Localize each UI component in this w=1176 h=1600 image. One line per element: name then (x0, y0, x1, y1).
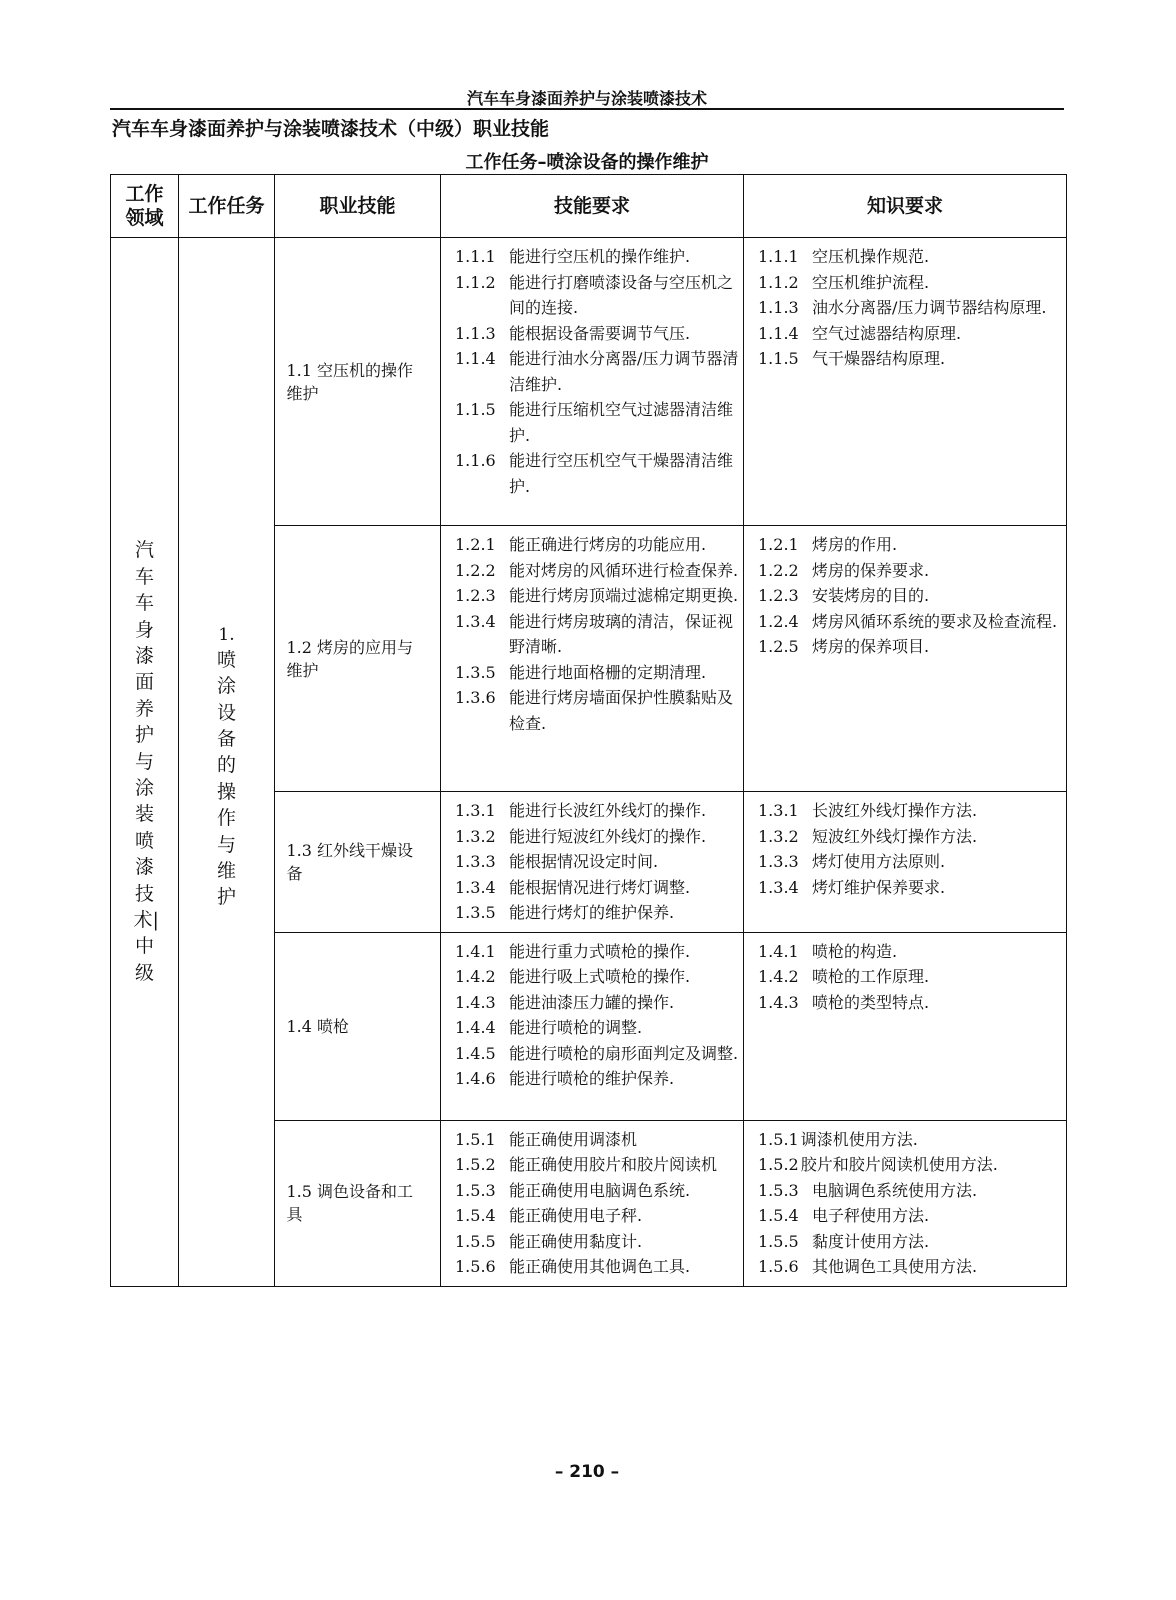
item-number: 1.3.5 (455, 903, 496, 922)
list-item (758, 964, 1062, 990)
item-number: 1.1.5 (455, 400, 496, 419)
header-knowledge-requirements: 知识要求 (744, 175, 1067, 238)
item-number: 1.5.2 (758, 1155, 799, 1174)
item-number: 1.5.6 (758, 1257, 799, 1276)
item-text: 能正确进行烤房的功能应用. (509, 535, 707, 554)
item-number: 1.5.2 (455, 1155, 496, 1174)
list-item (758, 532, 1062, 558)
list-item (455, 685, 739, 736)
item-number: 1.2.1 (758, 535, 799, 554)
skill-label: 1.2 烤房的应用与维护 (286, 637, 414, 680)
item-number: 1.1.3 (758, 298, 799, 317)
list-item (758, 824, 1062, 850)
list-item (455, 244, 739, 270)
item-number: 1.3.1 (455, 801, 496, 820)
item-text: 能进行烤灯的维护保养. (509, 903, 675, 922)
item-text: 能进行烤房墙面保护性膜黏贴及检查. (509, 688, 734, 733)
item-number: 1.5.3 (758, 1180, 799, 1200)
list-item (758, 1178, 1062, 1204)
item-text: 能正确使用调漆机 (509, 1129, 638, 1149)
item-text: 能进行喷枪的扇形面判定及调整. (509, 1043, 739, 1063)
item-number: 1.2.1 (455, 535, 496, 554)
item-number: 1.5.1 (455, 1129, 496, 1149)
skill-requirements-cell (441, 238, 744, 526)
item-text: 烤房风循环系统的要求及检查流程. (812, 611, 1058, 631)
task-number: 1. (218, 624, 235, 645)
item-number: 1.2.2 (758, 560, 799, 580)
list-item (758, 558, 1062, 584)
item-number: 1.4.3 (455, 992, 496, 1012)
item-number: 1.3.4 (758, 877, 799, 897)
list-item (758, 875, 1062, 901)
item-text: 能根据情况进行烤灯调整. (509, 877, 691, 897)
list-item (758, 244, 1062, 270)
item-number: 1.3.3 (455, 852, 496, 871)
item-number: 1.4.2 (758, 967, 799, 986)
work-area-text: 汽车车身漆面养护与涂装喷漆技术|中级 (133, 539, 159, 984)
knowledge-requirements-cell (744, 238, 1067, 526)
item-number: 1.1.6 (455, 451, 496, 470)
item-text: 能进行喷枪的维护保养. (509, 1069, 675, 1088)
list-item (455, 532, 739, 558)
item-text: 气干燥器结构原理. (812, 349, 946, 368)
item-number: 1.3.1 (758, 801, 799, 820)
list-item (455, 1254, 739, 1280)
skill-cell (275, 526, 441, 792)
item-number: 1.5.4 (455, 1206, 496, 1225)
skill-cell (275, 792, 441, 933)
list-item (758, 295, 1062, 321)
item-number: 1.2.2 (455, 560, 496, 580)
list-item (758, 798, 1062, 824)
item-text: 烤房的作用. (812, 535, 898, 554)
item-text: 胶片和胶片阅读机使用方法. (800, 1155, 998, 1174)
list-item (455, 1152, 739, 1178)
list-item (455, 660, 739, 686)
table-caption: 工作任务–喷涂设备的操作维护 (465, 152, 709, 173)
item-number: 1.1.3 (455, 323, 496, 343)
list-item (455, 609, 739, 660)
list-item (455, 849, 739, 875)
item-text: 能进行重力式喷枪的操作. (509, 941, 691, 961)
item-text: 能进行油水分离器/压力调节器清洁维护. (509, 349, 739, 394)
item-text: 能进行吸上式喷枪的操作. (509, 967, 691, 986)
item-number: 1.4.4 (455, 1018, 496, 1037)
list-item (758, 939, 1062, 965)
item-text: 能正确使用黏度计. (509, 1231, 643, 1251)
item-text: 能正确使用胶片和胶片阅读机 (509, 1155, 718, 1174)
skill-label: 1.5 调色设备和工具 (286, 1182, 414, 1224)
item-text: 电脑调色系统使用方法. (812, 1180, 978, 1200)
item-text: 能对烤房的风循环进行检查保养. (509, 560, 739, 580)
item-text: 长波红外线灯操作方法. (812, 801, 978, 820)
item-text: 空气过滤器结构原理. (812, 323, 962, 343)
list-item (455, 1041, 739, 1067)
item-number: 1.3.3 (758, 852, 799, 871)
list-item (758, 1229, 1062, 1255)
item-number: 1.5.6 (455, 1257, 496, 1276)
header-area: 工作领域 (111, 175, 179, 238)
list-item (455, 1229, 739, 1255)
list-item (758, 1203, 1062, 1229)
item-text: 烤房的保养要求. (812, 560, 930, 580)
item-number: 1.3.2 (758, 826, 799, 846)
skill-requirements-cell (441, 932, 744, 1120)
skills-table (110, 174, 1067, 1287)
item-text: 油水分离器/压力调节器结构原理. (812, 298, 1047, 317)
item-text: 能进行喷枪的调整. (509, 1018, 643, 1037)
item-number: 1.3.2 (455, 826, 496, 846)
item-text: 电子秤使用方法. (812, 1206, 930, 1225)
item-number: 1.4.5 (455, 1043, 496, 1063)
item-text: 能进行打磨喷漆设备与空压机之间的连接. (509, 272, 734, 317)
list-item (455, 875, 739, 901)
item-number: 1.5.4 (758, 1206, 799, 1225)
item-text: 调漆机使用方法. (800, 1129, 918, 1149)
list-item (758, 849, 1062, 875)
item-number: 1.5.1 (758, 1129, 799, 1149)
header-task: 工作任务 (179, 175, 275, 238)
skill-label: 1.4 喷枪 (286, 1016, 350, 1036)
skill-label: 1.1 空压机的操作维护 (286, 360, 414, 403)
item-number: 1.1.1 (758, 247, 799, 266)
list-item (758, 990, 1062, 1016)
item-text: 能正确使用其他调色工具. (509, 1257, 691, 1276)
item-number: 1.2.3 (455, 586, 496, 605)
list-item (455, 558, 739, 584)
skill-cell (275, 932, 441, 1120)
item-text: 烤灯使用方法原则. (812, 852, 946, 871)
item-number: 1.2.3 (758, 586, 799, 605)
header-rule (110, 108, 1064, 110)
item-text: 能进行长波红外线灯的操作. (509, 801, 707, 820)
item-text: 能根据设备需要调节气压. (509, 323, 691, 343)
list-item (758, 321, 1062, 347)
header-skill: 职业技能 (275, 175, 441, 238)
list-item (758, 1152, 1062, 1178)
knowledge-requirements-cell (744, 526, 1067, 792)
document-title: 汽车车身漆面养护与涂装喷漆技术（中级）职业技能 (112, 118, 550, 140)
item-number: 1.2.4 (758, 611, 799, 631)
knowledge-requirements-cell (744, 1120, 1067, 1286)
skill-cell (275, 238, 441, 526)
item-number: 1.1.4 (455, 349, 496, 368)
item-number: 1.4.3 (758, 992, 799, 1012)
list-item (455, 397, 739, 448)
list-item (758, 270, 1062, 296)
item-number: 1.1.1 (455, 247, 496, 266)
running-header: 汽车车身漆面养护与涂装喷漆技术 (466, 89, 707, 108)
item-text: 黏度计使用方法. (812, 1231, 930, 1251)
list-item (455, 1066, 739, 1092)
item-text: 喷枪的构造. (812, 941, 898, 961)
item-number: 1.1.5 (758, 349, 799, 368)
item-number: 1.4.1 (758, 941, 799, 961)
item-text: 能进行压缩机空气过滤器清洁维护. (509, 400, 734, 445)
item-text: 能进行烤房顶端过滤棉定期更换. (509, 586, 739, 605)
item-text: 烤灯维护保养要求. (812, 877, 946, 897)
list-item (455, 964, 739, 990)
item-text: 安装烤房的目的. (812, 586, 930, 605)
list-item (758, 583, 1062, 609)
task-name: 喷涂设备的操作与维护 (216, 648, 236, 909)
item-number: 1.4.2 (455, 967, 496, 986)
item-number: 1.4.6 (455, 1069, 496, 1088)
table-row (111, 238, 1067, 526)
knowledge-requirements-cell (744, 792, 1067, 933)
item-text: 能正确使用电脑调色系统. (509, 1180, 691, 1200)
table-header-row (111, 175, 1067, 238)
list-item (455, 798, 739, 824)
item-number: 1.5.3 (455, 1180, 496, 1200)
item-text: 能进行烤房玻璃的清洁，保证视野清晰. (509, 611, 734, 656)
item-text: 能正确使用电子秤. (509, 1206, 643, 1225)
list-item (758, 634, 1062, 660)
list-item (455, 990, 739, 1016)
list-item (758, 609, 1062, 635)
list-item (455, 824, 739, 850)
item-text: 能进油漆压力罐的操作. (509, 992, 675, 1012)
skill-requirements-cell (441, 526, 744, 792)
item-text: 短波红外线灯操作方法. (812, 826, 978, 846)
item-text: 空压机维护流程. (812, 272, 930, 292)
knowledge-requirements-cell (744, 932, 1067, 1120)
item-number: 1.3.4 (455, 611, 496, 631)
work-area-cell (111, 238, 179, 1287)
skill-requirements-cell (441, 792, 744, 933)
skill-requirements-cell (441, 1120, 744, 1286)
item-number: 1.2.5 (758, 637, 799, 656)
list-item (455, 1015, 739, 1041)
item-number: 1.1.2 (455, 272, 496, 292)
list-item (455, 1178, 739, 1204)
list-item (455, 448, 739, 499)
item-text: 能根据情况设定时间. (509, 852, 659, 871)
item-text: 空压机操作规范. (812, 247, 930, 266)
item-text: 能进行空压机空气干燥器清洁维护. (509, 451, 734, 496)
list-item (455, 939, 739, 965)
item-text: 能进行短波红外线灯的操作. (509, 826, 707, 846)
item-number: 1.3.5 (455, 662, 496, 682)
list-item (455, 346, 739, 397)
item-number: 1.3.6 (455, 688, 496, 707)
list-item (455, 900, 739, 926)
item-text: 喷枪的工作原理. (812, 967, 930, 986)
item-number: 1.3.4 (455, 877, 496, 897)
list-item (758, 1127, 1062, 1153)
item-text: 能进行空压机的操作维护. (509, 247, 691, 266)
list-item (455, 321, 739, 347)
item-number: 1.5.5 (455, 1231, 496, 1251)
item-text: 其他调色工具使用方法. (812, 1257, 978, 1276)
list-item (455, 1127, 739, 1153)
list-item (758, 1254, 1062, 1280)
item-text: 能进行地面格栅的定期清理. (509, 662, 707, 682)
list-item (455, 270, 739, 321)
item-number: 1.1.2 (758, 272, 799, 292)
list-item (455, 1203, 739, 1229)
skill-cell (275, 1120, 441, 1286)
task-cell (179, 238, 275, 1287)
item-number: 1.1.4 (758, 323, 799, 343)
header-skill-requirements: 技能要求 (441, 175, 744, 238)
item-text: 喷枪的类型特点. (812, 992, 930, 1012)
list-item (758, 346, 1062, 372)
skill-label: 1.3 红外线干燥设备 (286, 840, 414, 883)
item-text: 烤房的保养项目. (812, 637, 930, 656)
list-item (455, 583, 739, 609)
item-number: 1.4.1 (455, 941, 496, 961)
item-number: 1.5.5 (758, 1231, 799, 1251)
page-number: – 210 – (554, 1462, 620, 1482)
